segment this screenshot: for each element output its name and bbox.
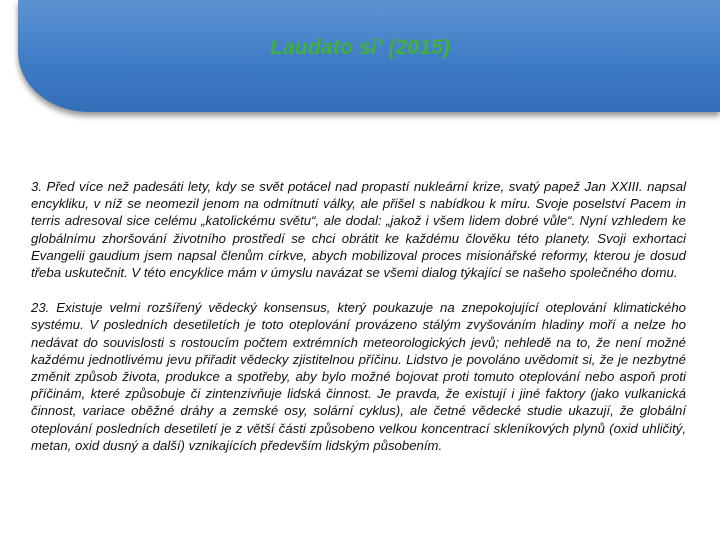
paragraph-23: 23. Existuje velmi rozšířený vědecký konsensus, který poukazuje na znepokojující oteplování klimatického systému. V posledních desetiletích je toto oteplování provázeno stálým zvyšováním hladiny moří a nelze ho nedávat do souvislosti s rostoucím počtem extrémních meteorologických jevů; nehledě na to, že není možné každému jednotlivému jevu přiřadit vědecky zjistitelnou příčinu. Lidstvo je povoláno uvědomit si, že je nezbytné změnit způsob života, produkce a spotřeby, aby bylo možné bojovat proti tomuto oteplování nebo aspoň proti příčinám, které způsobuje či zintenzivňuje lidská činnost. Je pravda, že existují i jiné faktory (jako vulkanická činnost, variace oběžné dráhy a zemské osy, solární cyklus), ale četné vědecké studie ukazují, že globální oteplování posledních desetiletí je z větší části způsobeno velkou koncentrací skleníkových plynů (oxid uhličitý, metan, oxid dusný a další) vznikajících především lidským působením.	[31, 300, 686, 453]
slide-content	[31, 178, 686, 472]
paragraph-3: 3. Před více než padesáti lety, kdy se svět potácel nad propastí nukleární krize, svatý papež Jan XXIII. napsal encykliku, v níž se neomezil jenom na odmítnutí války, ale přišel s nabídkou k míru. Svoje poselství Pacem in terris adresoval sice celému „katolickému světu“, ale dodal: „jakož i všem lidem dobré vůle“. Nyní vzhledem ke globálnímu zhoršování životního prostředí se chci obrátit ke každému člověku této planety. Svoji exhortaci Evangelii gaudium jsem napsal členům církve, abych mobilizoval proces misionářské reformy, kterou je dosud třeba uskutečnit. V této encyklice mám v úmyslu navázat se všemi dialog týkající se našeho společného domu.	[31, 179, 686, 281]
slide-title: Laudato si’ (2015)	[269, 36, 451, 59]
